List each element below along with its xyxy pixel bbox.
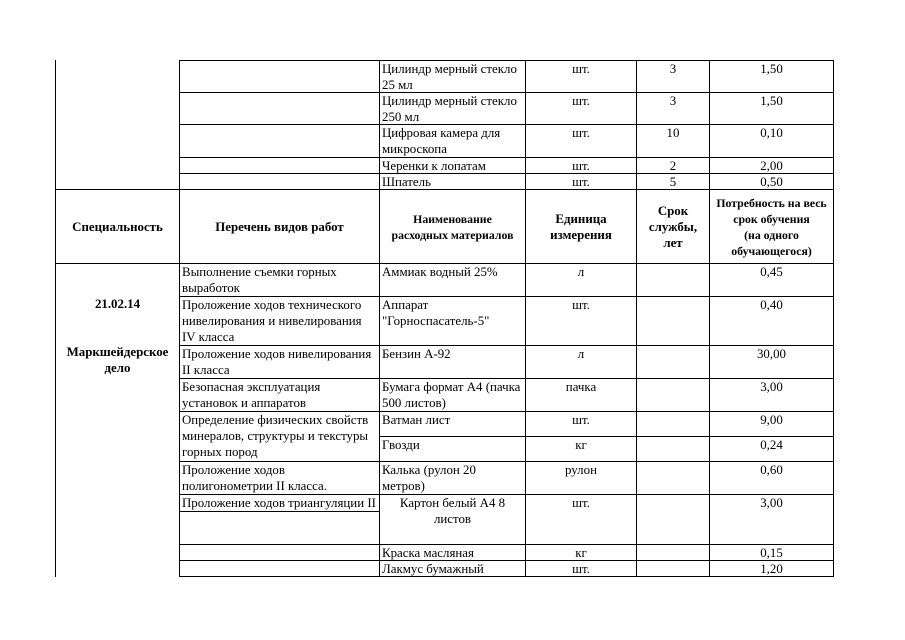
material-name-cell: Лакмус бумажный: [380, 561, 526, 577]
service-life-cell: [637, 412, 710, 437]
material-name-cell: Аммиак водный 25%: [380, 264, 526, 297]
material-name-cell: Цилиндр мерный стекло 250 мл: [380, 93, 526, 125]
work-type-cell: Выполнение съемки горных выработок: [180, 264, 380, 297]
service-life-cell: 3: [637, 60, 710, 93]
unit-cell: шт.: [526, 297, 637, 346]
work-type-cell: Проложение ходов технического нивелирования и нивелирования IV класса: [180, 297, 380, 346]
material-name-cell: Черенки к лопатам: [380, 158, 526, 174]
work-type-cell: Определение физических свойств минералов, структуры и текстуры горных пород: [180, 412, 380, 462]
unit-cell: л: [526, 346, 637, 379]
need-per-student-cell: 1,50: [710, 60, 834, 93]
work-type-cell: [180, 174, 380, 190]
need-per-student-cell: 0,50: [710, 174, 834, 190]
service-life-cell: 3: [637, 93, 710, 125]
material-name-cell: Цилиндр мерный стекло 25 мл: [380, 60, 526, 93]
material-name-cell: Цифровая камера для микроскопа: [380, 125, 526, 158]
work-type-cell: [180, 158, 380, 174]
need-per-student-cell: 0,60: [710, 462, 834, 495]
work-type-cell: Безопасная эксплуатация установок и аппаратов: [180, 379, 380, 412]
need-per-student-cell: 3,00: [710, 495, 834, 545]
work-type-cell: [180, 545, 380, 561]
need-per-student-cell: 0,45: [710, 264, 834, 297]
material-name-cell: Гвозди: [380, 437, 526, 462]
unit-cell: шт.: [526, 495, 637, 545]
unit-cell: л: [526, 264, 637, 297]
unit-cell: кг: [526, 437, 637, 462]
unit-cell: шт.: [526, 125, 637, 158]
specialty-cell: [55, 60, 180, 190]
need-per-student-cell: 3,00: [710, 379, 834, 412]
need-per-student-cell: 0,40: [710, 297, 834, 346]
header-specialty: Специальность: [55, 190, 180, 264]
specialty-name: Маркшейдерское дело: [66, 345, 169, 375]
material-name-cell: Бензин А-92: [380, 346, 526, 379]
service-life-cell: [637, 264, 710, 297]
material-name-cell: Шпатель: [380, 174, 526, 190]
unit-cell: шт.: [526, 158, 637, 174]
work-type-cell: [180, 512, 380, 545]
need-per-student-cell: 30,00: [710, 346, 834, 379]
need-per-student-cell: 0,10: [710, 125, 834, 158]
service-life-cell: [637, 545, 710, 561]
need-per-student-cell: 0,24: [710, 437, 834, 462]
material-name-cell: Ватман лист: [380, 412, 526, 437]
work-type-cell: Проложение ходов нивелирования II класса: [180, 346, 380, 379]
unit-cell: шт.: [526, 60, 637, 93]
need-per-student-cell: 9,00: [710, 412, 834, 437]
service-life-cell: 2: [637, 158, 710, 174]
work-type-cell: [180, 60, 380, 93]
header-work-types: Перечень видов работ: [180, 190, 380, 264]
material-name-cell: Аппарат "Горноспасатель-5": [380, 297, 526, 346]
service-life-cell: [637, 437, 710, 462]
material-name-cell: Калька (рулон 20 метров): [380, 462, 526, 495]
work-type-cell: Проложение ходов триангуляции II: [180, 495, 380, 512]
service-life-cell: 5: [637, 174, 710, 190]
unit-cell: шт.: [526, 412, 637, 437]
service-life-cell: [637, 379, 710, 412]
service-life-cell: [637, 561, 710, 577]
service-life-cell: 10: [637, 125, 710, 158]
specialty-cell: [55, 264, 180, 577]
work-type-cell: [180, 561, 380, 577]
material-name-cell: Бумага формат А4 (пачка 500 листов): [380, 379, 526, 412]
specialty-code: 21.02.14: [94, 297, 141, 311]
work-type-cell: [180, 125, 380, 158]
header-need: Потребность на весь срок обучения (на одного обучающегося): [710, 190, 834, 264]
service-life-cell: [637, 495, 710, 545]
header-materials: Наименование расходных материалов: [380, 190, 526, 264]
unit-cell: шт.: [526, 561, 637, 577]
need-per-student-cell: 2,00: [710, 158, 834, 174]
unit-cell: кг: [526, 545, 637, 561]
unit-cell: пачка: [526, 379, 637, 412]
header-unit: Единица измерения: [526, 190, 637, 264]
service-life-cell: [637, 297, 710, 346]
need-per-student-cell: 1,50: [710, 93, 834, 125]
unit-cell: шт.: [526, 174, 637, 190]
unit-cell: шт.: [526, 93, 637, 125]
work-type-cell: Проложение ходов полигонометрии II класса.: [180, 462, 380, 495]
material-name-cell: Краска масляная: [380, 545, 526, 561]
work-type-cell: [180, 93, 380, 125]
need-per-student-cell: 0,15: [710, 545, 834, 561]
unit-cell: рулон: [526, 462, 637, 495]
header-service-life: Срок службы, лет: [637, 190, 710, 264]
material-name-cell: Картон белый А4 8 листов: [380, 495, 526, 545]
service-life-cell: [637, 462, 710, 495]
service-life-cell: [637, 346, 710, 379]
need-per-student-cell: 1,20: [710, 561, 834, 577]
